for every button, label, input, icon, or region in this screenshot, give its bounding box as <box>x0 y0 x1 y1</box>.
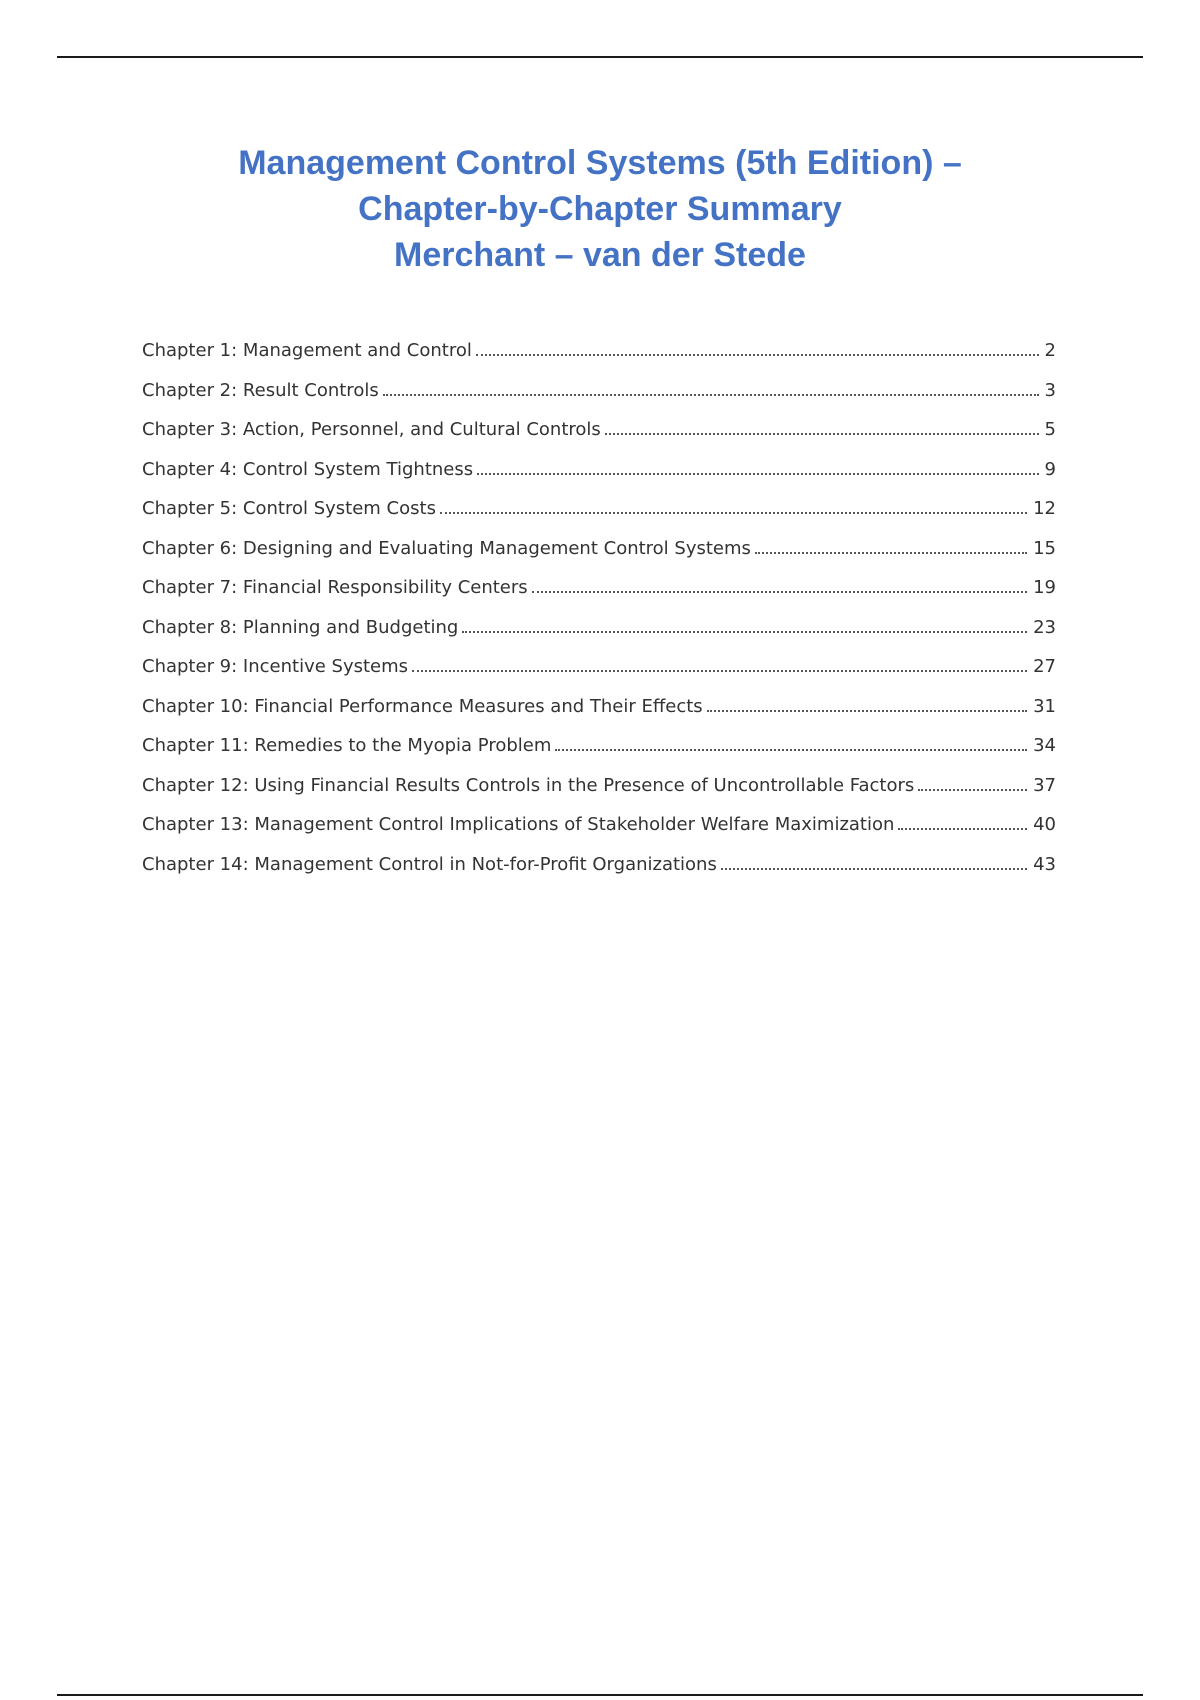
toc-entry-title: Chapter 12: Using Financial Results Controls in the Presence of Uncontrollable Factors <box>142 774 915 796</box>
toc-entry-chapter-3[interactable] <box>142 419 1056 459</box>
toc-dot-leader <box>898 828 1027 830</box>
toc-entry-page: 12 <box>1033 498 1056 519</box>
table-of-contents <box>142 340 1056 893</box>
toc-entry-title: Chapter 1: Management and Control <box>142 340 472 361</box>
toc-dot-leader <box>532 591 1027 593</box>
toc-entry-title: Chapter 9: Incentive Systems <box>142 656 409 677</box>
toc-entry-title: Chapter 10: Financial Performance Measures and Their Effects <box>142 695 703 717</box>
toc-entry-page: 5 <box>1044 419 1056 440</box>
title-line-2: Chapter-by-Chapter Summary <box>358 190 842 228</box>
toc-entry-page: 43 <box>1033 853 1056 875</box>
toc-dot-leader <box>755 552 1027 554</box>
toc-entry-chapter-5[interactable] <box>142 498 1056 538</box>
toc-entry-page: 23 <box>1033 616 1056 638</box>
toc-entry-chapter-2[interactable] <box>142 380 1056 420</box>
footer-rule <box>57 1694 1143 1696</box>
toc-entry-chapter-4[interactable] <box>142 459 1056 499</box>
toc-entry-page: 34 <box>1033 735 1056 756</box>
toc-entry-page: 31 <box>1033 695 1056 717</box>
toc-entry-chapter-8[interactable] <box>142 617 1056 657</box>
toc-dot-leader <box>383 394 1039 396</box>
toc-entry-page: 9 <box>1044 458 1056 480</box>
toc-entry-page: 2 <box>1044 340 1056 361</box>
toc-entry-page: 27 <box>1033 656 1056 677</box>
toc-entry-chapter-11[interactable] <box>142 735 1056 775</box>
title-line-1: Management Control Systems (5th Edition) – <box>238 144 962 182</box>
toc-dot-leader <box>476 354 1039 356</box>
toc-dot-leader <box>462 631 1027 633</box>
title-line-3: Merchant – van der Stede <box>394 236 806 274</box>
toc-dot-leader <box>707 710 1027 712</box>
toc-dot-leader <box>440 512 1027 514</box>
toc-entry-title: Chapter 11: Remedies to the Myopia Problem <box>142 735 552 756</box>
toc-entry-page: 37 <box>1033 774 1056 796</box>
toc-entry-chapter-12[interactable] <box>142 775 1056 815</box>
toc-entry-title: Chapter 8: Planning and Budgeting <box>142 616 459 638</box>
toc-entry-chapter-6[interactable] <box>142 538 1056 578</box>
toc-entry-chapter-13[interactable] <box>142 814 1056 854</box>
toc-dot-leader <box>412 670 1027 672</box>
toc-entry-title: Chapter 13: Management Control Implications of Stakeholder Welfare Maximization <box>142 814 895 835</box>
toc-entry-page: 15 <box>1033 537 1056 559</box>
toc-dot-leader <box>721 868 1027 870</box>
toc-dot-leader <box>918 789 1027 791</box>
toc-entry-title: Chapter 6: Designing and Evaluating Management Control Systems <box>142 537 751 559</box>
toc-entry-title: Chapter 14: Management Control in Not-for-Profit Organizations <box>142 853 717 875</box>
toc-dot-leader <box>605 433 1039 435</box>
toc-entry-chapter-14[interactable] <box>142 854 1056 894</box>
header-rule <box>57 56 1143 58</box>
toc-dot-leader <box>555 749 1027 751</box>
toc-dot-leader <box>477 473 1038 475</box>
toc-entry-chapter-9[interactable] <box>142 656 1056 696</box>
document-title <box>100 140 1100 278</box>
toc-entry-chapter-10[interactable] <box>142 696 1056 736</box>
toc-entry-title: Chapter 3: Action, Personnel, and Cultural Controls <box>142 419 601 440</box>
toc-entry-chapter-1[interactable] <box>142 340 1056 380</box>
toc-entry-chapter-7[interactable] <box>142 577 1056 617</box>
toc-entry-title: Chapter 4: Control System Tightness <box>142 458 474 480</box>
toc-entry-title: Chapter 2: Result Controls <box>142 379 379 401</box>
toc-entry-page: 19 <box>1033 577 1056 598</box>
toc-entry-page: 3 <box>1044 379 1056 401</box>
toc-entry-title: Chapter 7: Financial Responsibility Centers <box>142 577 528 598</box>
toc-entry-page: 40 <box>1033 814 1056 835</box>
toc-entry-title: Chapter 5: Control System Costs <box>142 498 436 519</box>
